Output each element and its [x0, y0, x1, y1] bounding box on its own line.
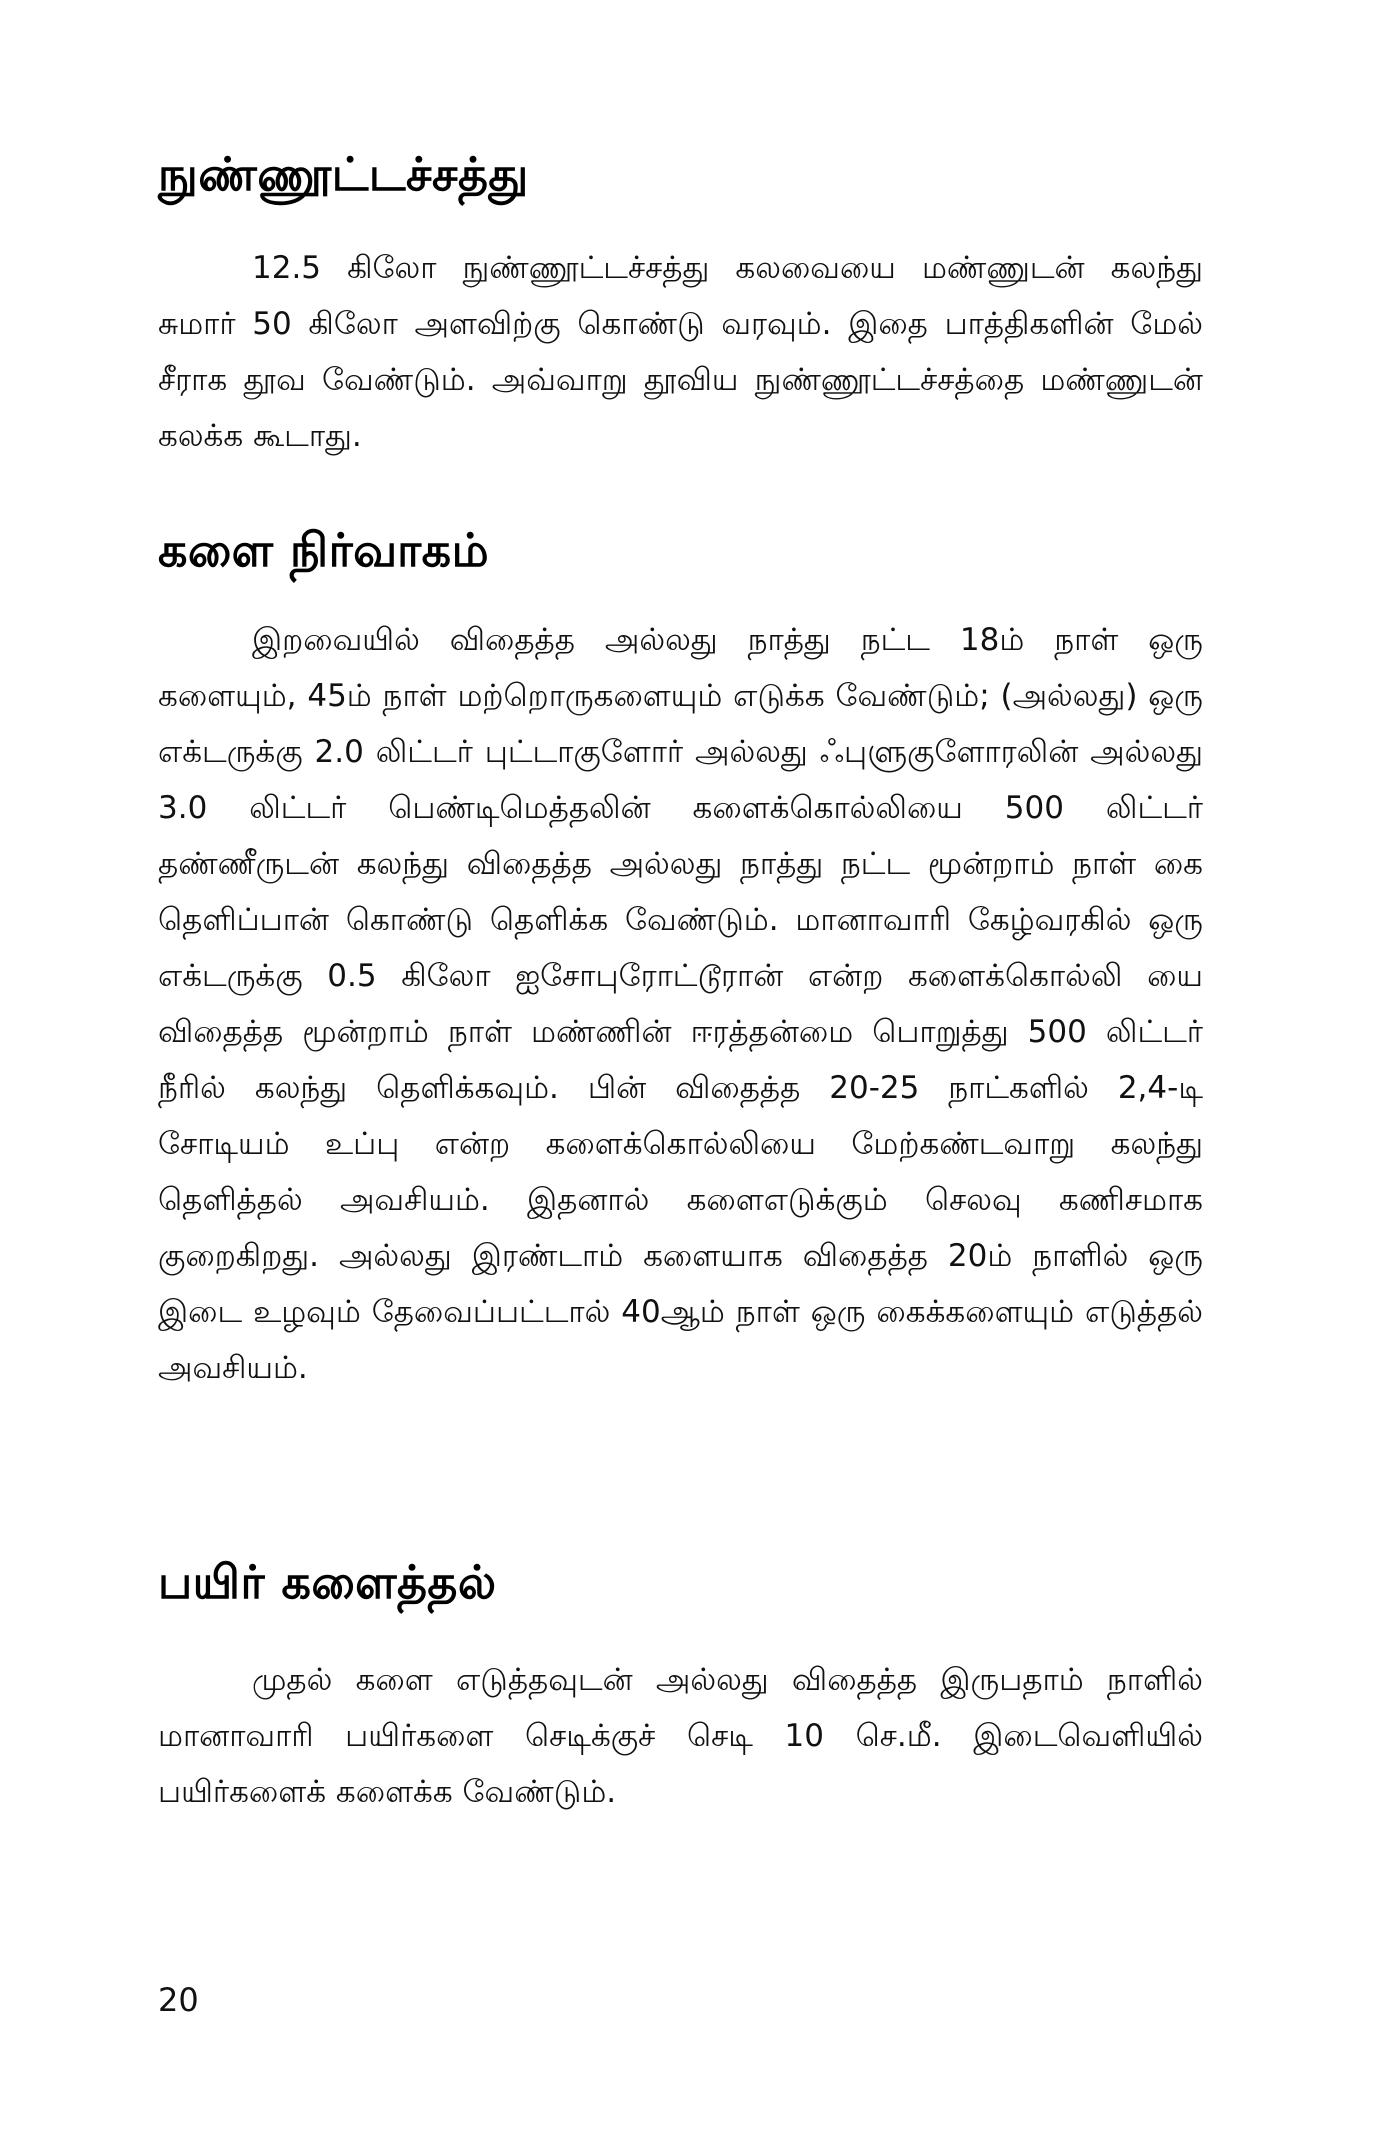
section-body-crop-thinning: முதல் களை எடுத்தவுடன் அல்லது விதைத்த இருபதாம் நாளில் மானாவாரி பயிர்களை செடிக்குச் செடி 10 செ.மீ. இடைவெளியில் பயிர்களைக் களைக்க வேண்டும். — [158, 1662, 1203, 1810]
section-heading-micronutrients: நுண்ணூட்டச்சத்து — [158, 147, 529, 201]
section-heading-crop-thinning: பயிர் களைத்தல் — [158, 1555, 497, 1609]
section-body-micronutrients: 12.5 கிலோ நுண்ணூட்டச்சத்து கலவையை மண்ணுடன் கலந்து சுமார் 50 கிலோ அளவிற்கு கொண்டு வரவும். இதை பாத்திகளின் மேல் சீராக தூவ வேண்டும். அவ்வாறு தூவிய நுண்ணூட்டச்சத்தை மண்ணுடன் கலக்க கூடாது. — [158, 250, 1203, 454]
section-body-weed-management: இறவையில் விதைத்த அல்லது நாத்து நட்ட 18ம் நாள் ஒரு களையும், 45ம் நாள் மற்றொருகளையும் எடுக்க வேண்டும்; (அல்லது) ஒரு எக்டருக்கு 2.0 லிட்டர் புட்டாகுளோர் அல்லது ஃபுளுகுளோரலின் அல்லது 3.0 லிட்டர் பெண்டிமெத்தலின் களைக்கொல்லியை 500 லிட்டர் தண்ணீருடன் கலந்து விதைத்த அல்லது நாத்து நட்ட மூன்றாம் நாள் கை தெளிப்பான் கொண்டு தெளிக்க வேண்டும். மானாவாரி கேழ்வரகில் ஒரு எக்டருக்கு 0.5 கிலோ ஐசோபுரோட்டூரான் என்ற களைக்கொல்லி யை விதைத்த மூன்றாம் நாள் மண்ணின் ஈரத்தன்மை பொறுத்து 500 லிட்டர் நீரில் கலந்து தெளிக்கவும். பின் விதைத்த 20-25 நாட்களில் 2,4-டி சோடியம் உப்பு என்ற களைக்கொல்லியை மேற்கண்டவாறு கலந்து தெளித்தல் அவசியம். இதனால் களைஎடுக்கும் செலவு கணிசமாக குறைகிறது. அல்லது இரண்டாம் களையாக விதைத்த 20ம் நாளில் ஒரு இடை உழவும் தேவைப்பட்டால் 40ஆம் நாள் ஒரு கைக்களையும் எடுத்தல் அவசியம். — [158, 622, 1203, 1386]
book-page — [158, 0, 1203, 2140]
section-heading-weed-management: களை நிர்வாகம் — [158, 523, 490, 577]
page-number: 20 — [158, 1981, 199, 2019]
